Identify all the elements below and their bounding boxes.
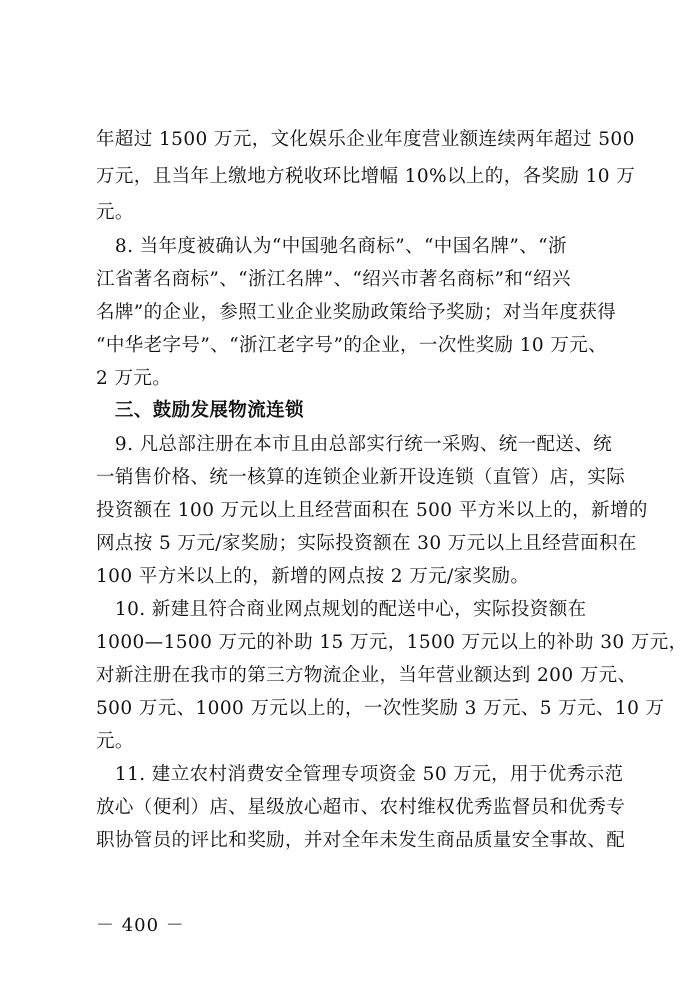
text-line: 11. 建立农村消费安全管理专项资金 50 万元，用于优秀示范 bbox=[96, 764, 624, 785]
text-line: “中华老字号”、“浙江老字号”的企业，一次性奖励 10 万元、 bbox=[96, 335, 608, 356]
text-line: 年超过 1500 万元，文化娱乐企业年度营业额连续两年超过 500 bbox=[96, 129, 635, 150]
text-line: 网点按 5 万元/家奖励；实际投资额在 30 万元以上且经营面积在 bbox=[96, 533, 637, 554]
text-line: 名牌”的企业，参照工业企业奖励政策给予奖励；对当年度获得 bbox=[96, 302, 617, 323]
text-line: 放心（便利）店、星级放心超市、农村维权优秀监督员和优秀专 bbox=[96, 797, 626, 818]
text-line: 职协管员的评比和奖励，并对全年未发生商品质量安全事故、配 bbox=[96, 830, 626, 851]
text-line: 元。 bbox=[96, 202, 134, 223]
text-line: 2 万元。 bbox=[96, 368, 172, 389]
section-heading: 三、鼓励发展物流连锁 bbox=[96, 400, 304, 421]
text-line: 元。 bbox=[96, 731, 134, 752]
text-line: 一销售价格、统一核算的连锁企业新开设连锁（直管）店，实际 bbox=[96, 467, 626, 488]
text-line: 江省著名商标”、“浙江名牌”、“绍兴市著名商标”和“绍兴 bbox=[96, 269, 571, 290]
text-line: 8. 当年度被确认为“中国驰名商标”、“中国名牌”、“浙 bbox=[96, 236, 567, 257]
text-line: 100 平方米以上的，新增的网点按 2 万元/家奖励。 bbox=[96, 566, 530, 587]
text-line: 万元，且当年上缴地方税收环比增幅 10%以上的，各奖励 10 万 bbox=[96, 166, 636, 187]
text-line: 投资额在 100 万元以上且经营面积在 500 平方米以上的，新增的 bbox=[96, 500, 648, 521]
text-line: 10. 新建且符合商业网点规划的配送中心，实际投资额在 bbox=[96, 599, 587, 620]
text-line: 1000—1500 万元的补助 15 万元，1500 万元以上的补助 30 万元， bbox=[96, 632, 688, 653]
text-line: 500 万元、1000 万元以上的，一次性奖励 3 万元、5 万元、10 万 bbox=[96, 698, 665, 719]
text-line: 对新注册在我市的第三方物流企业，当年营业额达到 200 万元、 bbox=[96, 665, 637, 686]
text-line: 9. 凡总部注册在本市且由总部实行统一采购、统一配送、统 bbox=[96, 434, 613, 455]
page-number: － 400 － bbox=[96, 915, 185, 936]
